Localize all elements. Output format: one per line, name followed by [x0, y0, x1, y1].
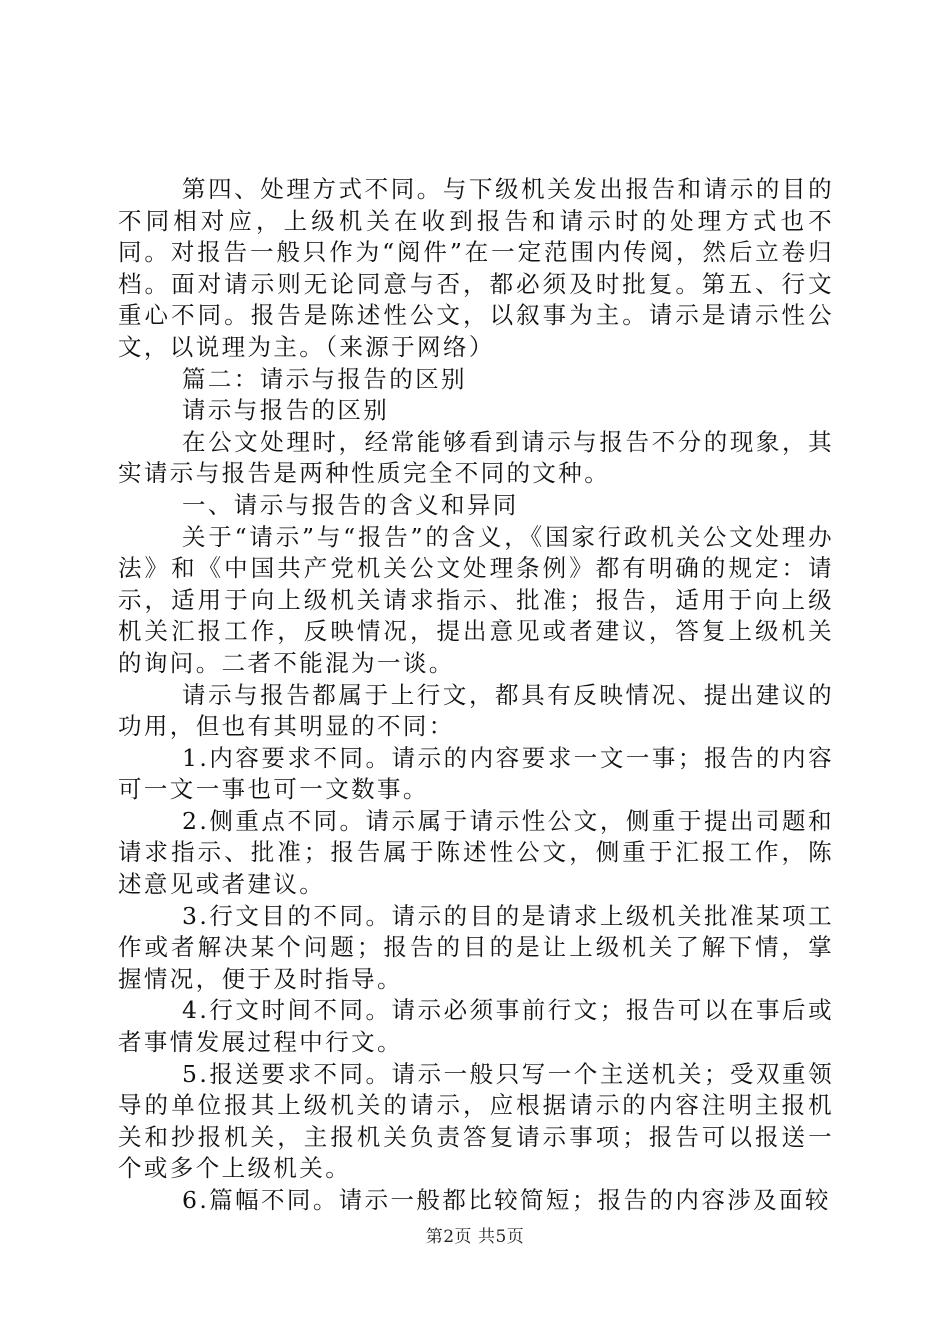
list-item: 3.行文目的不同。请示的目的是请求上级机关批准某项工作或者解决某个问题；报告的目的是让上级机关了解下情，掌握情况，便于及时指导。	[118, 901, 834, 993]
paragraph: 第四、处理方式不同。与下级机关发出报告和请示的目的不同相对应，上级机关在收到报告和请示时的处理方式也不同。对报告一般只作为“阅件”在一定范围内传阅，然后立卷归档。面对请示则无论同意与否，都必须及时批复。第五、行文重心不同。报告是陈述性公文，以叙事为主。请示是请示性公文，以说理为主。（来源于网络）	[118, 175, 834, 361]
page-number-label: 第2页 共5页	[425, 1227, 525, 1247]
document-body	[118, 174, 834, 1217]
list-item: 5.报送要求不同。请示一般只写一个主送机关；受双重领导的单位报其上级机关的请示，应根据请示的内容注明主报机关和抄报机关，主报机关负责答复请示事项；报告可以报送一个或多个上级机关。	[118, 1059, 834, 1183]
list-item: 2.侧重点不同。请示属于请示性公文，侧重于提出司题和请求指示、批准；报告属于陈述性公文，侧重于汇报工作，陈述意见或者建议。	[118, 806, 834, 899]
document-title: 请示与报告的区别	[182, 396, 390, 425]
list-item: 6.篇幅不同。请示一般都比较简短；报告的内容涉及面较	[182, 1186, 831, 1214]
list-item: 4.行文时间不同。请示必须事前行文；报告可以在事后或者事情发展过程中行文。	[118, 996, 834, 1057]
page-footer	[0, 1222, 950, 1247]
paragraph: 关于“请示”与“报告”的含义，《国家行政机关公文处理办法》和《中国共产党机关公文处理条例》都有明确的规定：请示，适用于向上级机关请求指示、批准；报告，适用于向上级机关汇报工作，反映情况，提出意见或者建议，答复上级机关的询问。二者不能混为一谈。	[118, 522, 834, 677]
section-heading: 篇二：请示与报告的区别	[182, 364, 467, 393]
subsection-heading: 一、请示与报告的含义和异同	[182, 490, 519, 519]
paragraph: 请示与报告都属于上行文，都具有反映情况、提出建议的功用，但也有其明显的不同：	[118, 680, 834, 741]
paragraph: 在公文处理时，经常能够看到请示与报告不分的现象，其实请示与报告是两种性质完全不同的文种。	[118, 427, 834, 488]
list-item: 1.内容要求不同。请示的内容要求一文一事；报告的内容可一文一事也可一文数事。	[118, 743, 834, 804]
